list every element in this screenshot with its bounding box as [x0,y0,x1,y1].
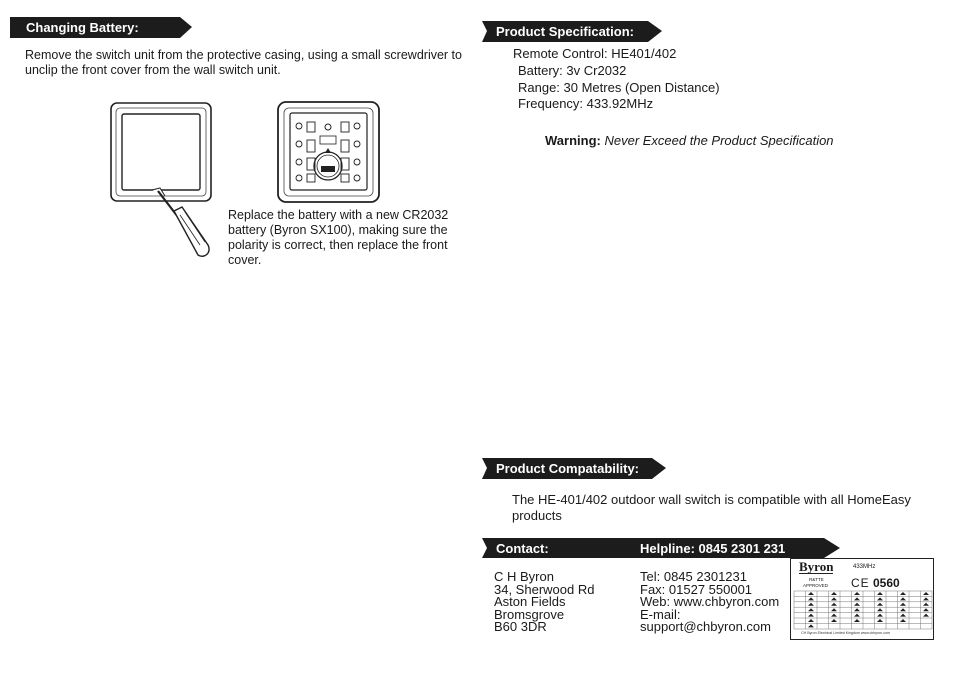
spec-range: Range: 30 Metres (Open Distance) [518,80,720,95]
replace-battery-instructions [228,208,448,268]
replace-line-1: Replace the battery with a new CR2032 [228,208,449,222]
intro-line-1: Remove the switch unit from the protective casing, using a small screwdriver to [25,48,462,62]
label-approval-1: R&TTE [809,577,824,582]
country-grid [794,591,932,631]
replace-line-3: polarity is correct, then replace the front [228,238,448,252]
intro-line-2: unclip the front cover from the wall switch unit. [25,63,281,77]
label-frequency: 433MHz [853,564,876,570]
address-line: Aston Fields [494,594,566,609]
address-line: C H Byron [494,569,554,584]
contact-phone: Tel: 0845 2301231 [640,569,747,584]
changing-battery-intro [25,48,462,78]
address-line: Bromsgrove [494,606,565,622]
label-footer: CH Byron Electrical Limited Kingdom www.chbyron.com [801,631,891,635]
address-line: B60 3DR [494,619,547,634]
replace-line-2: battery (Byron SX100), making sure the [228,223,448,237]
ce-mark: CE [851,576,870,590]
contact-fax: Fax: 01527 550001 [640,581,753,597]
open-unit-illustration [277,100,381,205]
spec-remote-control: Remote Control: HE401/402 [513,46,677,61]
warning-label: Warning: [545,133,601,148]
byron-logo: Byron [799,559,834,574]
contact-details [640,571,779,634]
contact-banner-shape [0,0,1,1]
compatibility-text [512,492,932,524]
compatibility-line-1: The HE-401/402 outdoor wall switch is compatible with all HomeEasy [512,492,911,507]
spec-warning [545,133,834,148]
front-cover-illustration [100,95,230,265]
spec-frequency: Frequency: 433.92MHz [518,96,654,111]
warning-text: Never Exceed the Product Specification [604,133,834,148]
address-line: 34, Sherwood Rd [494,581,595,597]
notified-body-number: 0560 [873,576,900,590]
replace-line-4: cover. [228,253,262,267]
spec-battery: Battery: 3v Cr2032 [518,63,627,78]
label-approval-2: APPROVED [803,583,829,588]
contact-email-label: E-mail: [640,606,681,622]
contact-email-link[interactable]: support@chbyron.com [640,619,771,634]
contact-web-link[interactable]: Web: www.chbyron.com [640,594,780,609]
compatibility-line-2: products [512,508,562,523]
contact-address [494,571,594,634]
compliance-label [790,558,934,640]
